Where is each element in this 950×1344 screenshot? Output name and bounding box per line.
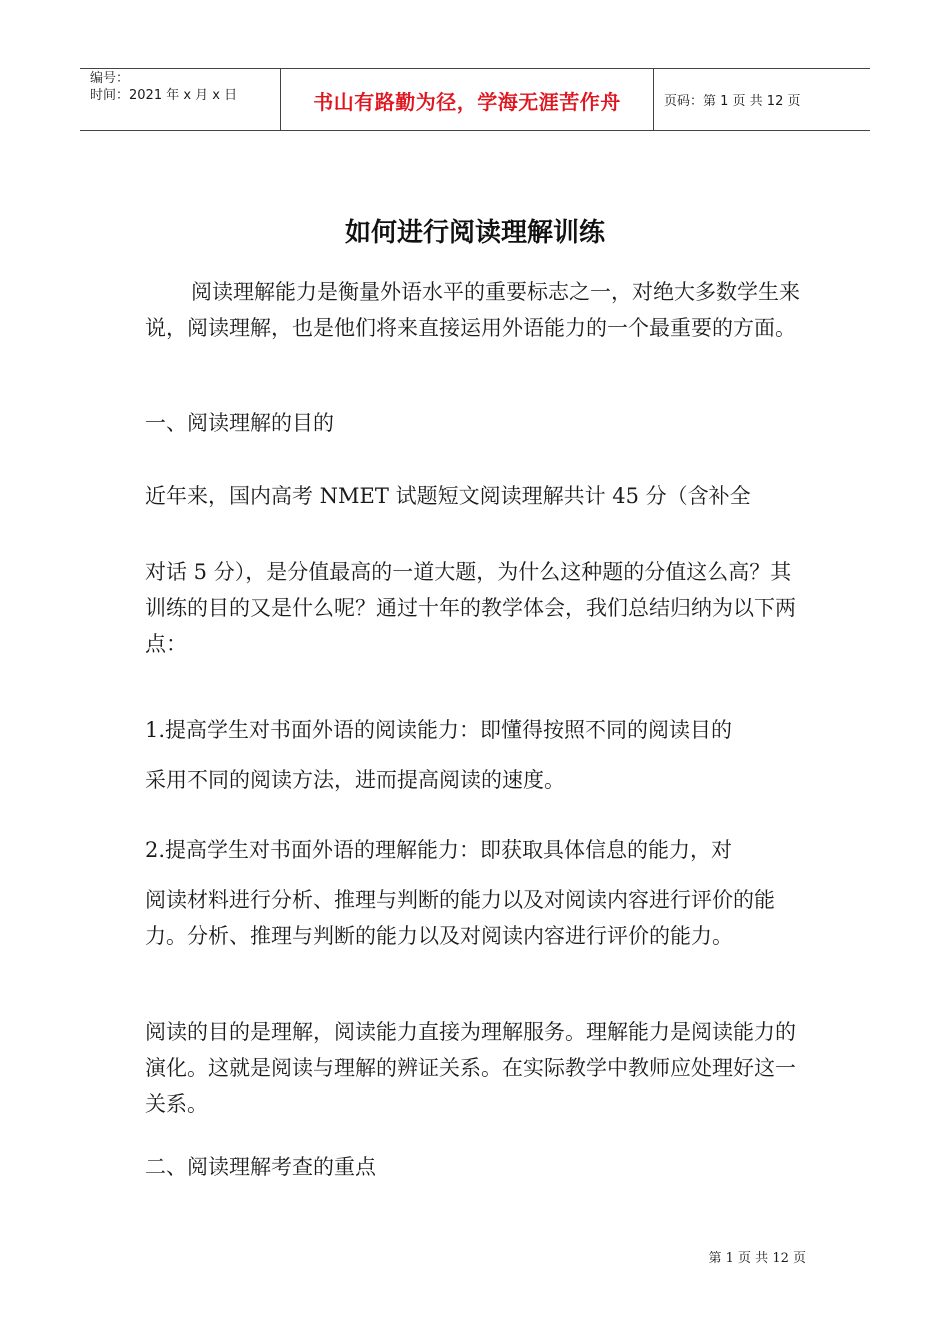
- point-1-rest: 采用不同的阅读方法，进而提高阅读的速度。: [145, 768, 565, 792]
- point-2-line1: 2.提高学生对书面外语的理解能力：即获取具体信息的能力，对: [145, 838, 733, 862]
- paragraph-nmet-rest: 对话 5 分），是分值最高的一道大题，为什么这种题的分值这么高？其训练的目的又是什么呢？通过十年的教学体会，我们总结归纳为以下两点：: [145, 560, 796, 656]
- document-date: 时间：2021 年 x 月 x 日: [90, 88, 238, 103]
- paragraph-reading-understanding: 阅读的目的是理解，阅读能力直接为理解服务。理解能力是阅读能力的演化。这就是阅读与理解的辨证关系。在实际教学中教师应处理好这一关系。: [145, 1020, 796, 1116]
- page-header: [80, 68, 870, 131]
- point-2-rest: 阅读材料进行分析、推理与判断的能力以及对阅读内容进行评价的能力。分析、推理与判断的能力以及对阅读内容进行评价的能力。: [145, 888, 775, 948]
- document-number-label: 编号：: [90, 71, 130, 86]
- section-heading-purpose: 一、阅读理解的目的: [145, 411, 334, 435]
- header-page-info: 页码：第 1 页 共 12 页: [664, 94, 801, 109]
- document-title: 如何进行阅读理解训练: [344, 218, 605, 248]
- section-heading-focus: 二、阅读理解考查的重点: [145, 1155, 376, 1179]
- paragraph-nmet-line1: 近年来，国内高考 NMET 试题短文阅读理解共计 45 分（含补全: [145, 484, 751, 508]
- header-meta: [80, 69, 280, 130]
- header-motto: 书山有路勤为径，学海无涯苦作舟: [280, 69, 654, 130]
- point-1-line1: 1.提高学生对书面外语的阅读能力：即懂得按照不同的阅读目的: [145, 718, 733, 742]
- intro-paragraph: 阅读理解能力是衡量外语水平的重要标志之一，对绝大多数学生来说，阅读理解，也是他们将来直接运用外语能力的一个最重要的方面。: [145, 280, 800, 340]
- page-footer: 第 1 页 共 12 页: [708, 1251, 806, 1266]
